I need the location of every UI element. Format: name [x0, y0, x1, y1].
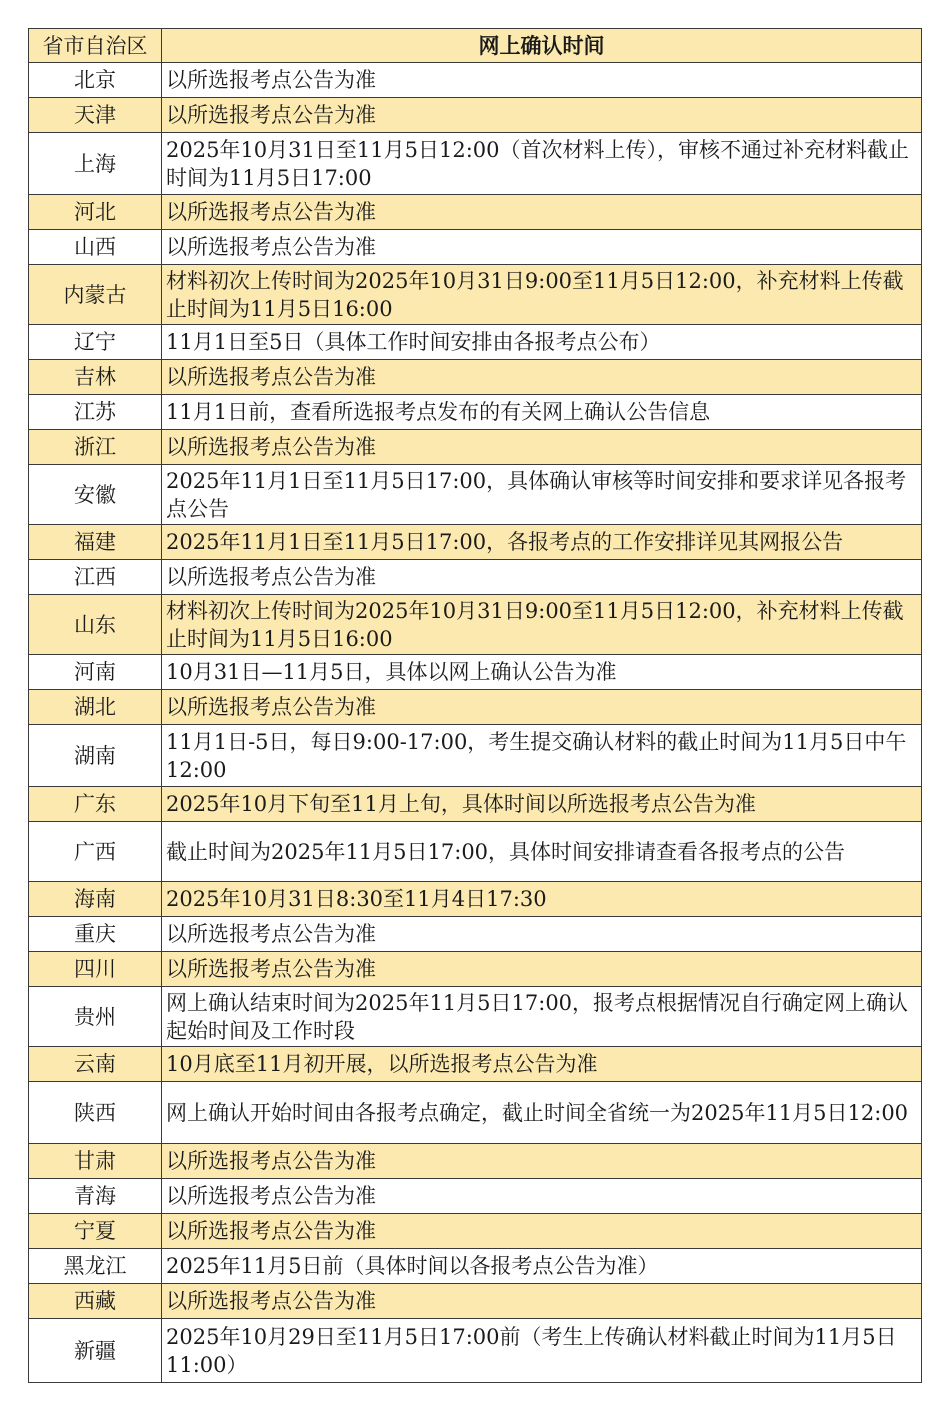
table-row [29, 917, 922, 952]
table-row [29, 725, 922, 787]
province-cell: 上海 [29, 133, 162, 195]
confirmation-time-cell: 材料初次上传时间为2025年10月31日9:00至11月5日12:00，补充材料上传截止时间为11月5日16:00 [162, 265, 922, 325]
province-cell: 辽宁 [29, 325, 162, 360]
table-row [29, 690, 922, 725]
table-row [29, 195, 922, 230]
table-body [29, 63, 922, 1383]
table-row [29, 655, 922, 690]
table-row [29, 1047, 922, 1082]
confirmation-time-cell: 以所选报考点公告为准 [162, 917, 922, 952]
province-cell: 湖北 [29, 690, 162, 725]
province-cell: 甘肃 [29, 1144, 162, 1179]
province-cell: 福建 [29, 525, 162, 560]
table-row [29, 822, 922, 882]
province-cell: 河南 [29, 655, 162, 690]
confirmation-time-cell: 以所选报考点公告为准 [162, 1284, 922, 1319]
confirmation-time-cell: 2025年10月下旬至11月上旬，具体时间以所选报考点公告为准 [162, 787, 922, 822]
table-row [29, 360, 922, 395]
table-row [29, 98, 922, 133]
province-cell: 浙江 [29, 430, 162, 465]
province-cell: 江苏 [29, 395, 162, 430]
province-cell: 新疆 [29, 1319, 162, 1383]
confirmation-time-cell: 以所选报考点公告为准 [162, 952, 922, 987]
province-cell: 黑龙江 [29, 1249, 162, 1284]
header-confirmation-time: 网上确认时间 [162, 29, 922, 63]
table-row [29, 1214, 922, 1249]
province-cell: 海南 [29, 882, 162, 917]
header-province: 省市自治区 [29, 29, 162, 63]
table-row [29, 133, 922, 195]
province-cell: 天津 [29, 98, 162, 133]
table-row [29, 63, 922, 98]
province-cell: 安徽 [29, 465, 162, 525]
confirmation-time-cell: 网上确认开始时间由各报考点确定，截止时间全省统一为2025年11月5日12:00 [162, 1082, 922, 1144]
province-cell: 河北 [29, 195, 162, 230]
table-row [29, 525, 922, 560]
province-cell: 青海 [29, 1179, 162, 1214]
table-row [29, 1179, 922, 1214]
confirmation-time-cell: 以所选报考点公告为准 [162, 690, 922, 725]
province-cell: 内蒙古 [29, 265, 162, 325]
table-row [29, 1284, 922, 1319]
province-cell: 山东 [29, 595, 162, 655]
province-cell: 四川 [29, 952, 162, 987]
header-row [29, 29, 922, 63]
confirmation-time-cell: 以所选报考点公告为准 [162, 560, 922, 595]
province-cell: 云南 [29, 1047, 162, 1082]
province-cell: 陕西 [29, 1082, 162, 1144]
table-row [29, 265, 922, 325]
table-row [29, 987, 922, 1047]
table-row [29, 560, 922, 595]
province-cell: 北京 [29, 63, 162, 98]
table-row [29, 395, 922, 430]
table-row [29, 1249, 922, 1284]
confirmation-schedule-table [28, 28, 922, 1383]
confirmation-time-cell: 2025年11月1日至11月5日17:00，具体确认审核等时间安排和要求详见各报考点公告 [162, 465, 922, 525]
province-cell: 吉林 [29, 360, 162, 395]
province-cell: 江西 [29, 560, 162, 595]
confirmation-time-cell: 以所选报考点公告为准 [162, 195, 922, 230]
province-cell: 重庆 [29, 917, 162, 952]
confirmation-time-cell: 材料初次上传时间为2025年10月31日9:00至11月5日12:00，补充材料上传截止时间为11月5日16:00 [162, 595, 922, 655]
confirmation-time-cell: 2025年11月1日至11月5日17:00，各报考点的工作安排详见其网报公告 [162, 525, 922, 560]
confirmation-time-cell: 11月1日至5日（具体工作时间安排由各报考点公布） [162, 325, 922, 360]
confirmation-time-cell: 以所选报考点公告为准 [162, 1179, 922, 1214]
confirmation-time-cell: 截止时间为2025年11月5日17:00，具体时间安排请查看各报考点的公告 [162, 822, 922, 882]
province-cell: 湖南 [29, 725, 162, 787]
confirmation-time-cell: 10月底至11月初开展，以所选报考点公告为准 [162, 1047, 922, 1082]
table-header [29, 29, 922, 63]
table-row [29, 230, 922, 265]
table-row [29, 882, 922, 917]
confirmation-time-cell: 2025年10月31日8:30至11月4日17:30 [162, 882, 922, 917]
confirmation-time-cell: 以所选报考点公告为准 [162, 360, 922, 395]
confirmation-time-cell: 11月1日-5日，每日9:00-17:00，考生提交确认材料的截止时间为11月5日中午12:00 [162, 725, 922, 787]
confirmation-time-cell: 以所选报考点公告为准 [162, 63, 922, 98]
confirmation-time-cell: 以所选报考点公告为准 [162, 230, 922, 265]
confirmation-time-cell: 2025年10月31日至11月5日12:00（首次材料上传），审核不通过补充材料截止时间为11月5日17:00 [162, 133, 922, 195]
confirmation-time-cell: 以所选报考点公告为准 [162, 1144, 922, 1179]
province-cell: 广东 [29, 787, 162, 822]
table-row [29, 430, 922, 465]
table-row [29, 787, 922, 822]
table-row [29, 465, 922, 525]
confirmation-time-cell: 网上确认结束时间为2025年11月5日17:00，报考点根据情况自行确定网上确认起始时间及工作时段 [162, 987, 922, 1047]
province-cell: 西藏 [29, 1284, 162, 1319]
province-cell: 山西 [29, 230, 162, 265]
table-row [29, 1082, 922, 1144]
table-row [29, 595, 922, 655]
province-cell: 宁夏 [29, 1214, 162, 1249]
confirmation-time-cell: 11月1日前，查看所选报考点发布的有关网上确认公告信息 [162, 395, 922, 430]
confirmation-time-cell: 10月31日—11月5日，具体以网上确认公告为准 [162, 655, 922, 690]
confirmation-time-cell: 2025年11月5日前（具体时间以各报考点公告为准） [162, 1249, 922, 1284]
table-row [29, 1144, 922, 1179]
province-cell: 贵州 [29, 987, 162, 1047]
province-cell: 广西 [29, 822, 162, 882]
table-row [29, 952, 922, 987]
confirmation-time-cell: 以所选报考点公告为准 [162, 430, 922, 465]
table-row [29, 1319, 922, 1383]
table-row [29, 325, 922, 360]
confirmation-time-cell: 以所选报考点公告为准 [162, 1214, 922, 1249]
confirmation-time-cell: 以所选报考点公告为准 [162, 98, 922, 133]
confirmation-time-cell: 2025年10月29日至11月5日17:00前（考生上传确认材料截止时间为11月5日11:00） [162, 1319, 922, 1383]
